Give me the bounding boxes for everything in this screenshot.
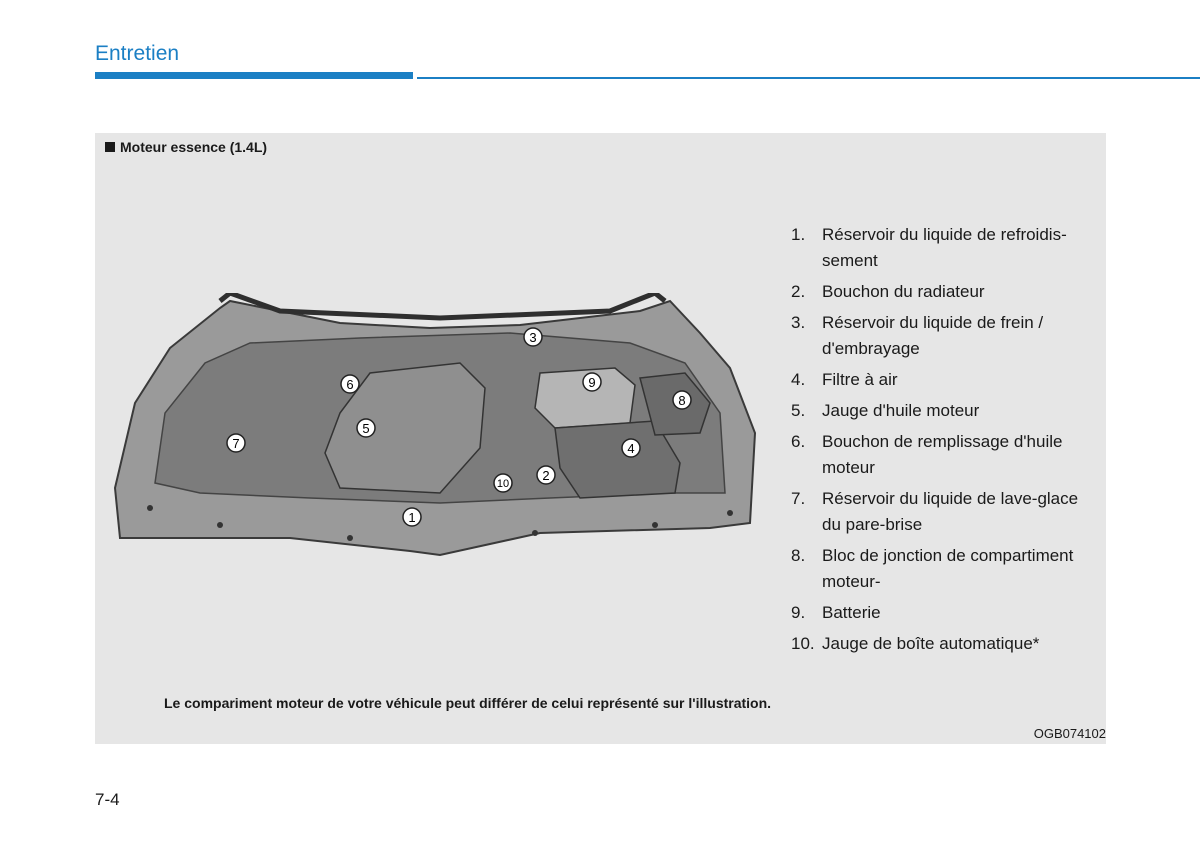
- engine-panel: [95, 133, 1106, 744]
- svg-text:4: 4: [627, 441, 635, 456]
- svg-text:6: 6: [346, 377, 354, 392]
- callout-marker-3: [524, 328, 542, 346]
- legend-item: 9. Batterie: [791, 603, 881, 622]
- svg-text:1: 1: [408, 510, 416, 525]
- svg-text:5: 5: [362, 421, 370, 436]
- legend-item: 4. Filtre à air: [791, 370, 898, 389]
- callout-marker-9: [583, 373, 601, 391]
- legend-item: 8. Bloc de jonction de compartiment moteur-: [791, 546, 1074, 591]
- svg-text:10: 10: [496, 478, 510, 490]
- engine-bay-illustration: [110, 293, 760, 563]
- callout-marker-8: [673, 391, 691, 409]
- legend-item: 6. Bouchon de remplissage d'huile moteur: [791, 432, 1063, 477]
- legend-item: 7. Réservoir du liquide de lave-glace du pare-brise: [791, 489, 1079, 534]
- callout-marker-7: [227, 434, 245, 452]
- svg-text:7: 7: [232, 436, 240, 451]
- legend-item: 2. Bouchon du radiateur: [791, 282, 985, 301]
- callout-marker-6: [341, 375, 359, 393]
- callout-marker-2: [537, 466, 555, 484]
- legend-item: 3. Réservoir du liquide de frein / d'embrayage: [791, 313, 1044, 358]
- header-rule-thin: [417, 77, 1200, 79]
- svg-text:8: 8: [678, 393, 686, 408]
- panel-title-text: Moteur essence (1.4L): [120, 139, 268, 155]
- panel-title: [105, 139, 267, 155]
- svg-text:9: 9: [588, 375, 596, 390]
- section-title: Entretien: [95, 42, 180, 65]
- callout-marker-5: [357, 419, 375, 437]
- square-bullet-icon: [105, 142, 115, 152]
- legend-item: 10. Jauge de boîte automatique*: [791, 634, 1040, 653]
- legend-item: 1. Réservoir du liquide de refroidis-sement: [791, 225, 1067, 270]
- page-number: 7-4: [95, 790, 120, 809]
- legend-list: [791, 222, 1096, 662]
- illustration-disclaimer: Le compariment moteur de votre véhicule peut différer de celui représenté sur l'illustration.: [164, 695, 772, 711]
- callout-marker-1: [403, 508, 421, 526]
- figure-code: OGB074102: [1033, 726, 1106, 741]
- svg-text:3: 3: [529, 330, 537, 345]
- header-rule-thick: [95, 72, 413, 79]
- callout-marker-4: [622, 439, 640, 457]
- svg-text:2: 2: [542, 468, 550, 483]
- callout-marker-10: [494, 474, 512, 492]
- legend-item: 5. Jauge d'huile moteur: [791, 401, 980, 420]
